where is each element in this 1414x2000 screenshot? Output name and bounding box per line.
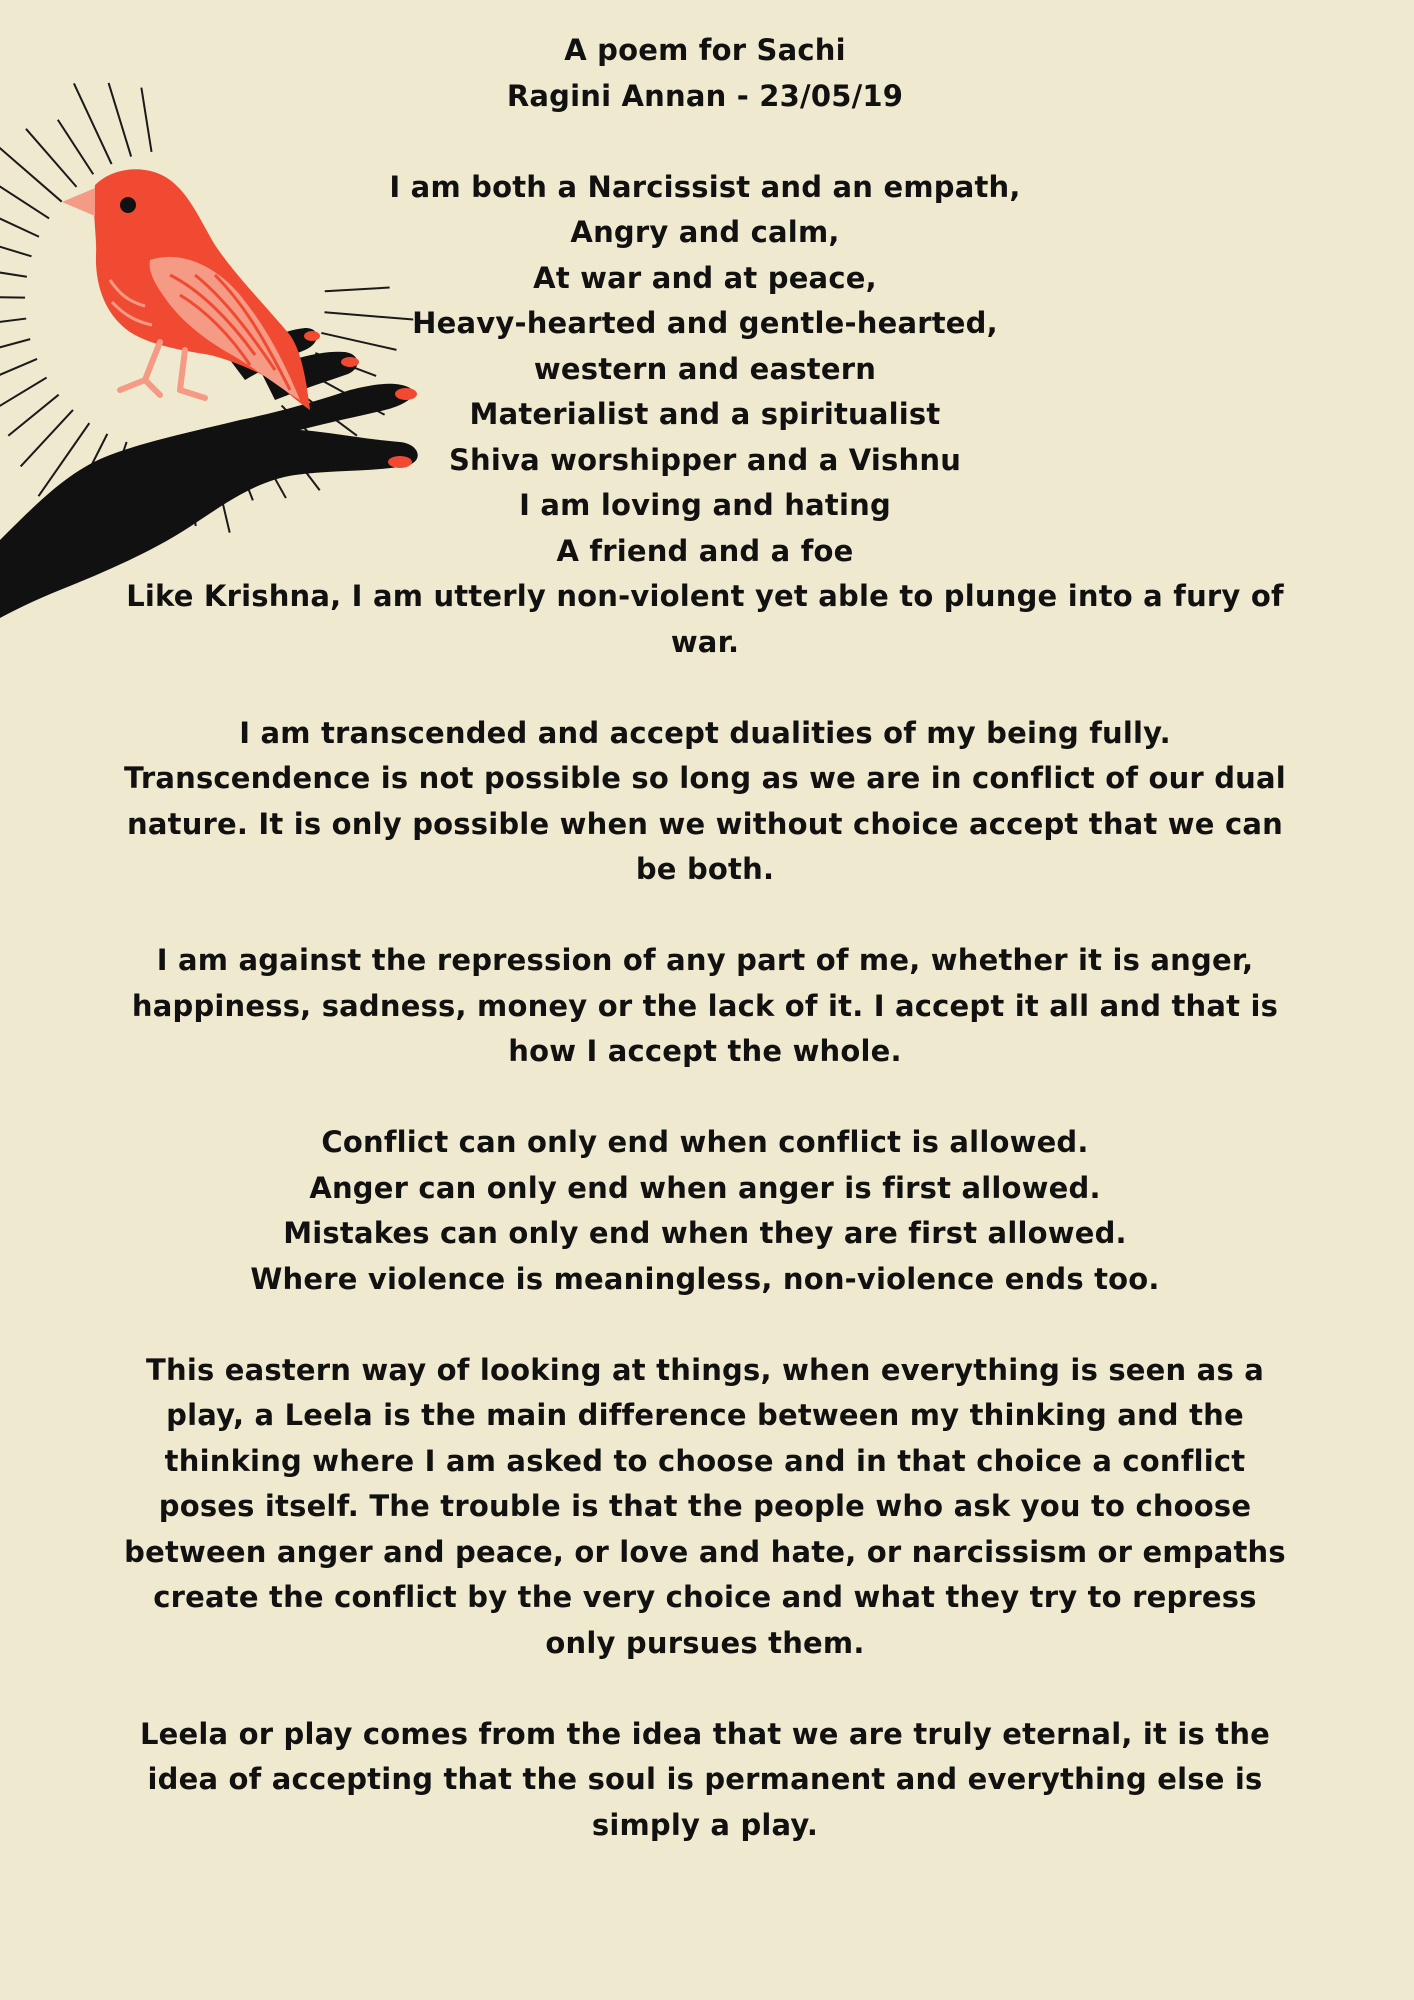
poem-byline: Ragini Annan - 23/05/19 bbox=[506, 78, 904, 113]
stanza4-line: Where violence is meaningless, non-violence ends too. bbox=[250, 1261, 1160, 1296]
stanza4-line: Anger can only end when anger is first allowed. bbox=[309, 1170, 1101, 1205]
sunburst-ray bbox=[58, 120, 93, 174]
spacer bbox=[120, 1302, 1290, 1348]
stanza1-line: I am loving and hating bbox=[519, 488, 891, 522]
sunburst-ray bbox=[0, 339, 30, 356]
stanza4-line: Conflict can only end when conflict is allowed. bbox=[321, 1125, 1089, 1159]
sunburst-ray bbox=[0, 230, 31, 256]
paragraph-repression: I am against the repression of any part of me, whether it is anger, happiness, sadness, money or the lack of it. I accept it all and that is how I accept the whole. bbox=[131, 943, 1279, 1068]
poem-body bbox=[120, 28, 1290, 1848]
stanza4-line: Mistakes can only end when they are first allowed. bbox=[283, 1216, 1127, 1250]
sunburst-ray bbox=[0, 183, 49, 218]
stanza1-line: Shiva worshipper and a Vishnu bbox=[448, 442, 962, 477]
spacer bbox=[120, 893, 1290, 939]
paragraph-eternal: Leela or play comes from the idea that we are truly eternal, it is the idea of accepting that the soul is permanent and everything else is simply a play. bbox=[139, 1716, 1271, 1842]
stanza1-line: war. bbox=[670, 624, 740, 659]
sunburst-ray bbox=[0, 296, 25, 297]
stanza1-line: I am both a Narcissist and an empath, bbox=[389, 169, 1021, 204]
spacer bbox=[120, 119, 1290, 165]
stanza1-line: Angry and calm, bbox=[570, 215, 840, 249]
spacer bbox=[120, 1666, 1290, 1712]
sunburst-ray bbox=[0, 267, 27, 277]
stanza1-line: Heavy-hearted and gentle-hearted, bbox=[412, 306, 998, 340]
spacer bbox=[120, 1075, 1290, 1121]
sunburst-ray bbox=[0, 378, 47, 424]
sunburst-ray bbox=[8, 395, 58, 436]
stanza1-line: Like Krishna, I am utterly non-violent yet able to plunge into a fury of bbox=[126, 579, 1284, 613]
stanza1-line: At war and at peace, bbox=[533, 260, 877, 295]
sunburst-ray bbox=[0, 319, 26, 330]
spacer bbox=[120, 665, 1290, 711]
stanza1-line: A friend and a foe bbox=[556, 533, 854, 568]
paragraph-transcendence: I am transcended and accept dualities of my being fully. Transcendence is not possible so long as we are in conflict of our dual nature. It is only possible when we without choice accept that we can be both. bbox=[124, 715, 1286, 886]
stanza1-line: western and eastern bbox=[533, 351, 877, 386]
poem-title: A poem for Sachi bbox=[564, 33, 846, 67]
stanza1-line: Materialist and a spiritualist bbox=[469, 397, 941, 431]
paragraph-leela: This eastern way of looking at things, when everything is seen as a play, a Leela is the main difference between my thinking and the thinking where I am asked to choose and in that choice a conflict poses itself. The trouble is that the people who ask you to choose between anger and peace, or love and hate, or narcissism or empaths create the conflict by the very choice and what they try to repress only pursues them. bbox=[124, 1352, 1286, 1660]
sunburst-ray bbox=[0, 359, 37, 389]
